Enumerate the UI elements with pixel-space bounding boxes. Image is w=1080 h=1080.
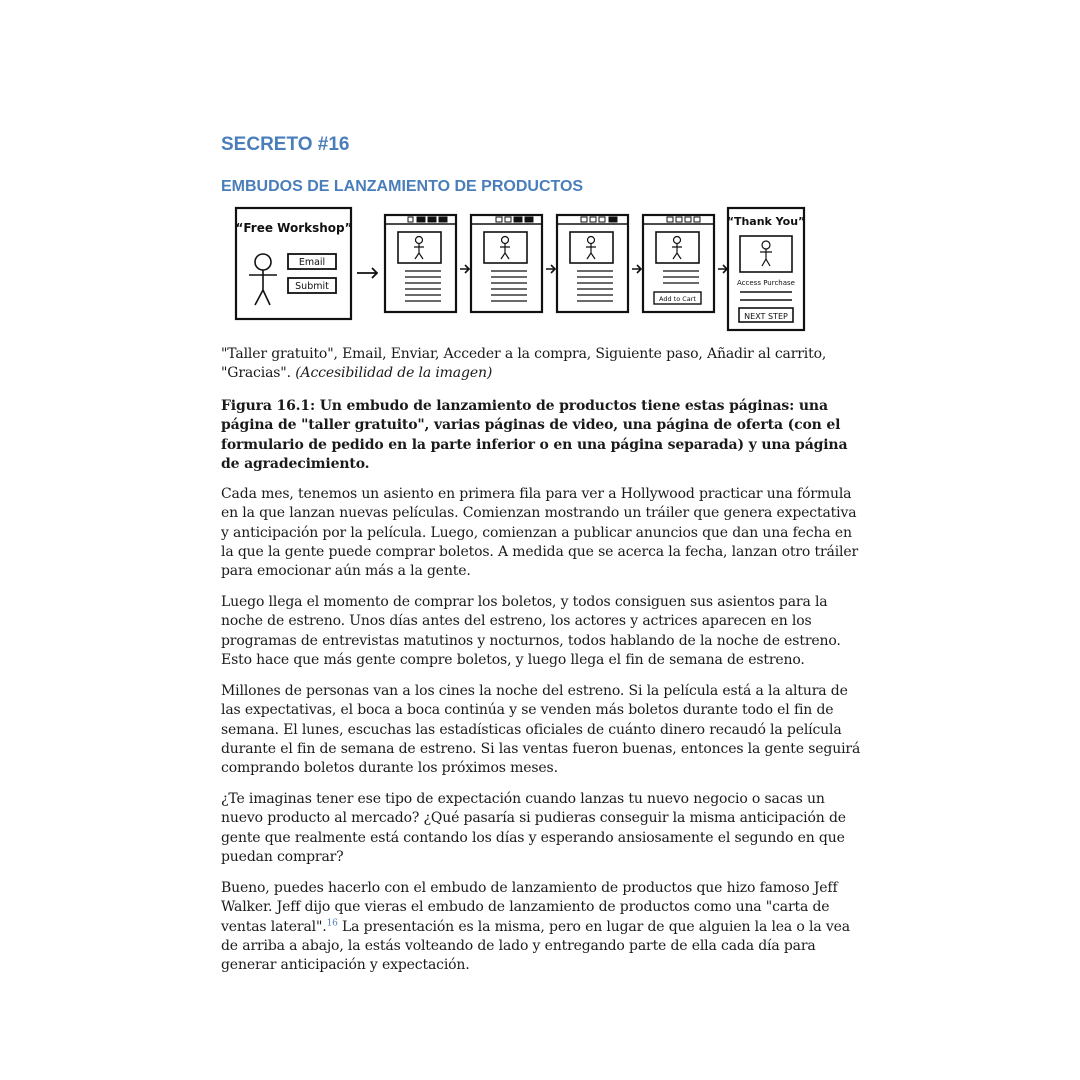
paragraph-2: Luego llega el momento de comprar los boletos, y todos consiguen sus asientos para la noche de estreno. Unos días antes del estreno, los actores y actrices aparecen en los programas de entrevistas matutinos y nocturnos, todos hablando de la noche de estreno. Esto hace que más gente compre boletos, y luego llega el fin de semana de estreno.	[221, 594, 841, 668]
paragraph-5	[221, 879, 861, 975]
paragraph-4: ¿Te imaginas tener ese tipo de expectación cuando lanzas tu nuevo negocio o sacas un nuevo producto al mercado? ¿Qué pasaría si pudieras conseguir la misma anticipación de gente que realmente está contando los días y esperando ansiosamente el segundo en que puedan comprar?	[221, 791, 846, 865]
workshop-title-text: “Free Workshop”	[235, 221, 353, 235]
footnote-ref[interactable]: 16	[326, 917, 338, 928]
paragraph-3: Millones de personas van a los cines la noche del estreno. Si la película está a la altura de las expectativas, el boca a boca continúa y se venden más boletos durante todo el fin de semana. El lunes, escuchas las estadísticas oficiales de cuánto dinero recaudó la película durante el fin de semana de estreno. Si las ventas fueron buenas, entonces la gente seguirá comprando boletos durante los próximos meses.	[221, 683, 861, 777]
paragraph	[221, 682, 861, 778]
video-page-2	[471, 215, 542, 312]
alt-text: "Taller gratuito", Email, Enviar, Acceder a la compra, Siguiente paso, Añadir al carrito, "Gracias".	[221, 346, 827, 382]
section-title: EMBUDOS DE LANZAMIENTO DE PRODUCTOS	[221, 178, 584, 195]
paragraph-1: Cada mes, tenemos un asiento en primera fila para ver a Hollywood practicar una fórmula en la que lanzan nuevas películas. Comienzan mostrando un tráiler que genera expectativa y anticipación por la película. Luego, comienzan a publicar anuncios que dan una fecha en la que la gente puede comprar boletos. A medida que se acerca la fecha, lanzan otro tráiler para emocionar aún más a la gente.	[221, 486, 859, 580]
funnel-illustration	[233, 205, 808, 335]
submit-label-text: Submit	[295, 281, 329, 292]
video-page-3	[557, 215, 628, 312]
paragraph	[221, 593, 861, 670]
paragraph	[221, 485, 861, 581]
page-header	[221, 131, 861, 209]
email-label-text: Email	[298, 257, 326, 268]
accessibility-link[interactable]: (Accesibilidad de la imagen)	[295, 365, 493, 382]
access-label-text: Access Purchase	[737, 279, 795, 287]
paragraph	[221, 879, 861, 975]
video-page-1	[385, 215, 456, 312]
next-step-text: NEXT STEP	[744, 312, 788, 321]
secret-number: SECRETO #16	[221, 134, 350, 155]
cart-label-text: Add to Cart	[659, 295, 696, 303]
figure-caption	[221, 397, 861, 474]
paragraph-5-end: La presentación es la misma, pero en lugar de que alguien la lea o la vea de arriba a abajo, la estás volteando de lado y entregando parte de ella cada día para generar anticipación y expectación.	[221, 918, 850, 974]
paragraph	[221, 790, 861, 867]
image-alt-text	[221, 345, 861, 384]
paragraph-5-start: Bueno, puedes hacerlo con el embudo de lanzamiento de productos que hizo famoso Jeff Walker. Jeff dijo que vieras el embudo de lanzamiento de productos como una "carta de ventas lateral".	[221, 880, 838, 935]
thanks-title-text: “Thank You”	[726, 215, 806, 228]
figure-caption-text: Figura 16.1: Un embudo de lanzamiento de productos tiene estas páginas: una página de "taller gratuito", varias páginas de video, una página de oferta (con el formulario de pedido en la parte inferior o en una página separada) y una página de agradecimiento.	[221, 398, 848, 472]
